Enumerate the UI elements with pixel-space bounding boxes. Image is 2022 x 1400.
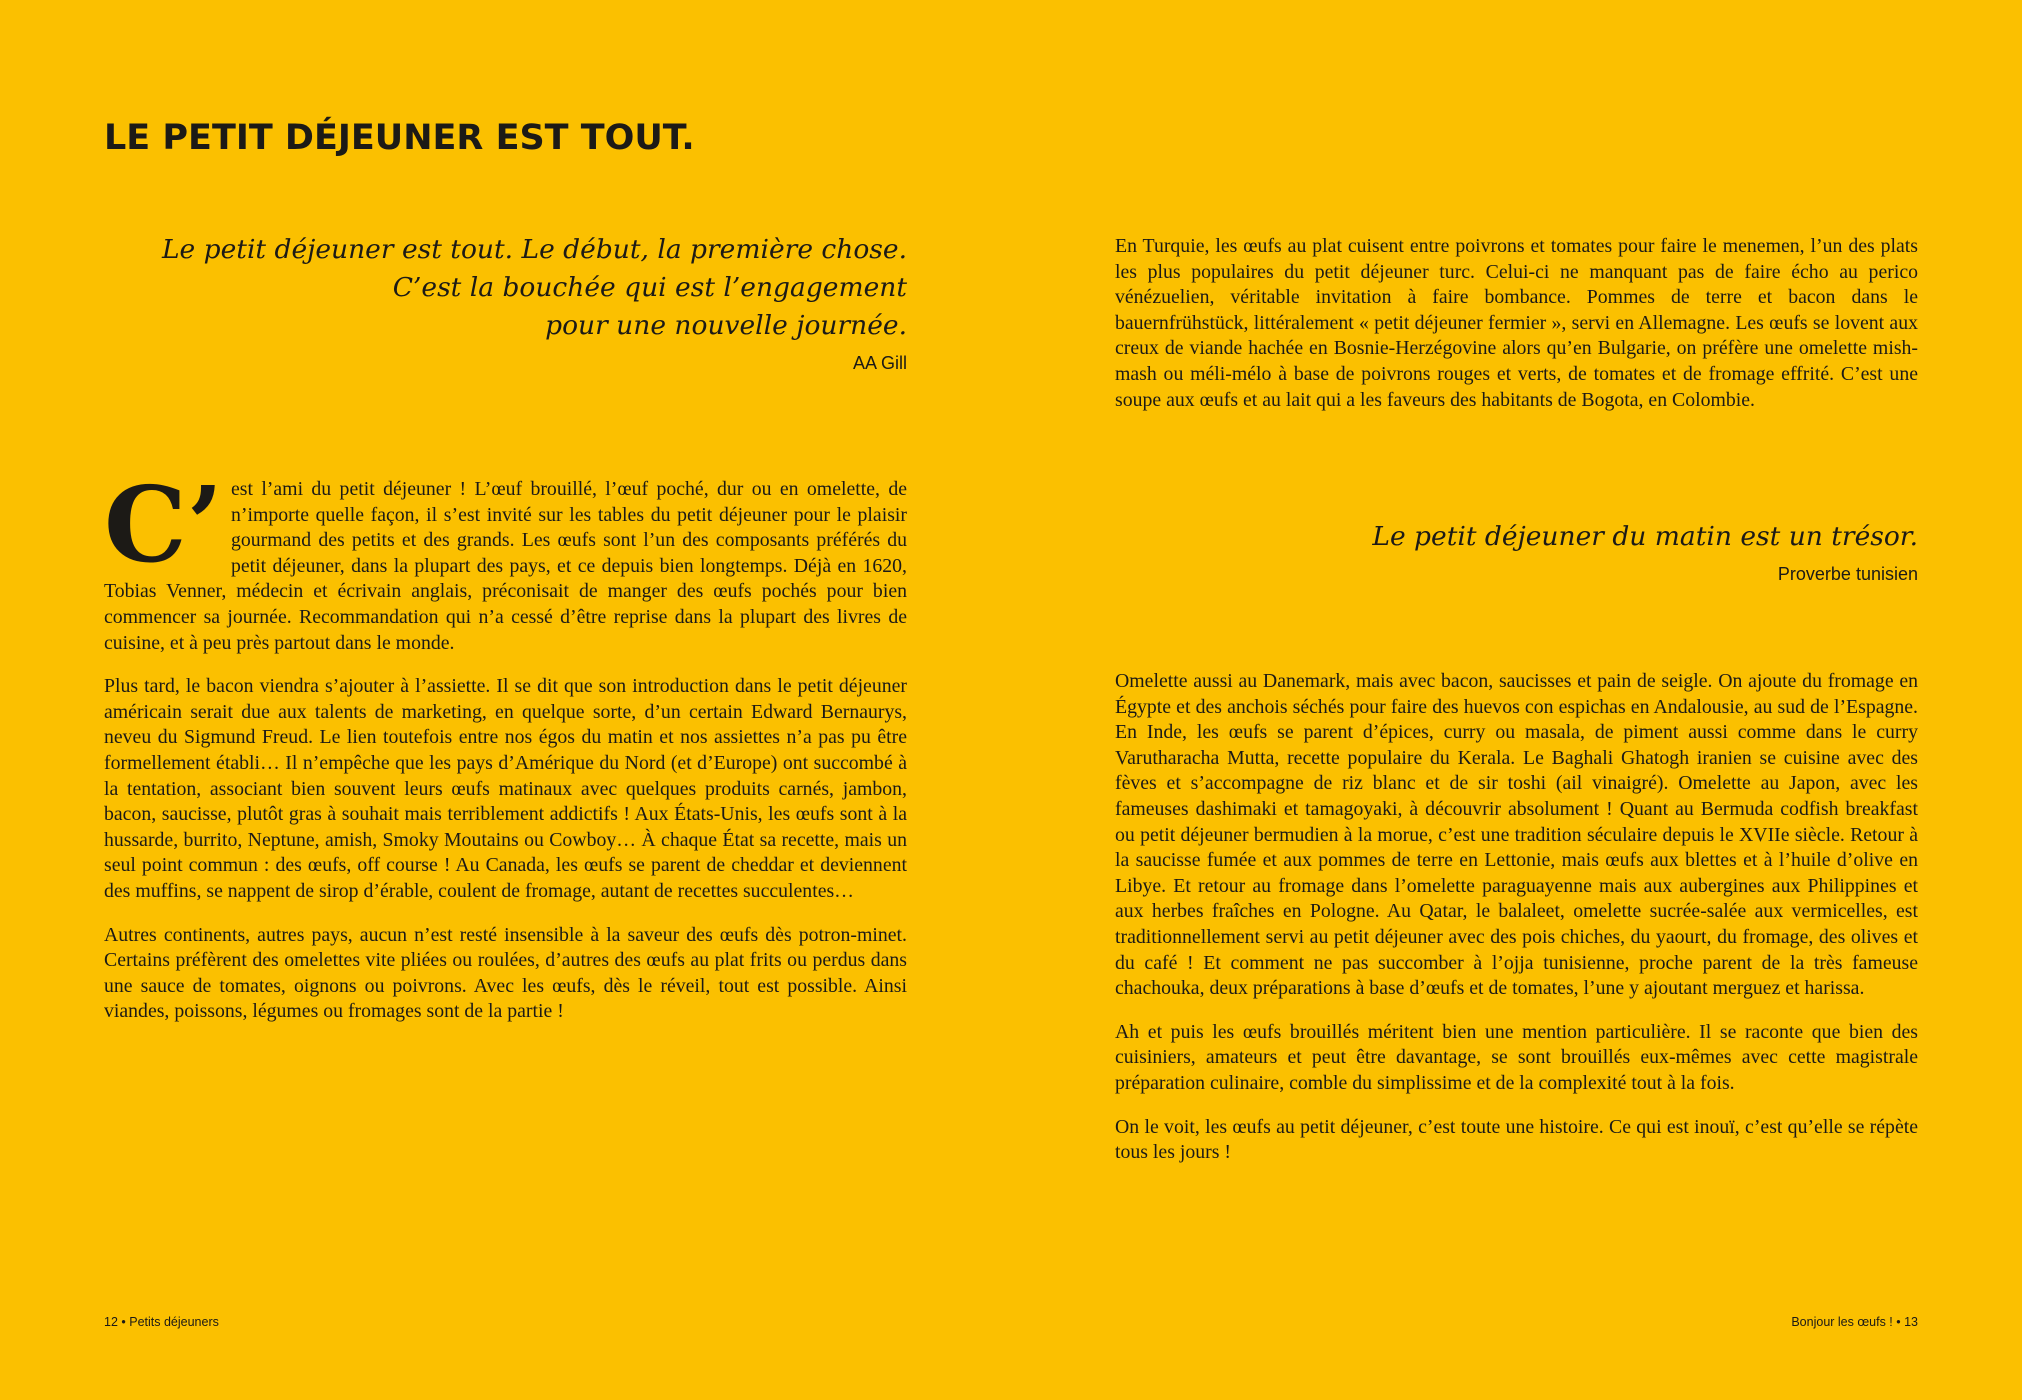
page-title: LE PETIT DÉJEUNER EST TOUT.: [104, 118, 695, 158]
right-page: [1011, 0, 2022, 1400]
epigraph-quote: [162, 231, 907, 374]
proverb-quote: [1372, 518, 1918, 585]
epigraph-line: pour une nouvelle journée.: [545, 310, 907, 341]
epigraph-line: C’est la bouchée qui est l’engagement: [392, 272, 907, 303]
right-body-text-bottom: [1115, 669, 1918, 1184]
paragraph: Autres continents, autres pays, aucun n’est resté insensible à la saveur des œufs dès potron-minet. Certains préfèrent des omelettes vite pliées ou roulées, d’autres des œufs au plat frits ou perdus dans une sauce de tomates, oignons ou poivrons. Avec les œufs, dès le réveil, tout est possible. Ainsi viandes, poissons, légumes ou fromages sont de la partie !: [104, 923, 907, 1023]
paragraph: Omelette aussi au Danemark, mais avec bacon, saucisses et pain de seigle. On ajoute du fromage en Égypte et des anchois séchés pour faire des huevos con espichas en Andalousie, au sud de l’Espagne. En Inde, les œufs se parent d’épices, curry ou masala, de piment aussi comme dans le curry Varutharacha Mutta, recette populaire du Kerala. Le Baghali Ghatogh iranien se cuisine avec des fèves et s’accompagne de riz blanc et de sir toshi (ail vinaigré). Omelette au Japon, avec les fameuses dashimaki et tamagoyaki, à découvrir absolument ! Quant au Bermuda codfish breakfast ou petit déjeuner bermudien à la morue, c’est une tradition séculaire depuis le XVIIe siècle. Retour à la saucisse fumée et aux pommes de terre en Lettonie, mais œufs aux blettes et à l’huile d’olive en Libye. Et retour au fromage dans l’omelette paraguayenne mais aux aubergines aux Philippines et aux herbes fraîches en Pologne. Au Qatar, le balaleet, omelette sucrée-salée aux vermicelles, est traditionnellement servi au petit déjeuner avec des pois chiches, du yaourt, du fromage, des olives et du café ! Et comment ne pas succomber à l’ojja tunisienne, proche parent de la très fameuse chachouka, deux préparations à base d’œufs et de tomates, l’une y ajoutant merguez et harissa.: [1115, 670, 1918, 1000]
page-footer-right: Bonjour les œufs ! • 13: [1791, 1315, 1918, 1329]
epigraph-author: AA Gill: [852, 353, 907, 373]
paragraph: En Turquie, les œufs au plat cuisent entre poivrons et tomates pour faire le menemen, l’un des plats les plus populaires du petit déjeuner turc. Celui-ci ne manquant pas de faire écho au perico vénézuelien, véritable invitation à faire bombance. Pommes de terre et bacon dans le bauernfrühstück, littéralement « petit déjeuner fermier », servi en Allemagne. Les œufs se lovent aux creux de viande hachée en Bosnie-Herzégovine alors qu’en Bulgarie, on préfère une omelette mish-mash ou méli-mélo à base de poivrons rouges et verts, de tomates et de fromage effrité. C’est une soupe aux œufs et au lait qui a les faveurs des habitants de Bogota, en Colombie.: [1115, 235, 1918, 411]
right-body-text-top: [1115, 234, 1918, 431]
epigraph-line: Le petit déjeuner est tout. Le début, la première chose.: [161, 234, 907, 265]
paragraph: Ah et puis les œufs brouillés méritent bien une mention particulière. Il se raconte que bien des cuisiniers, amateurs et peut être davantage, se sont brouillés eux-mêmes avec cette magistrale préparation culinaire, comble du simplissime et de la complexité tout à la fois.: [1115, 1020, 1918, 1094]
paragraph: Plus tard, le bacon viendra s’ajouter à l’assiette. Il se dit que son introduction dans le petit déjeuner américain serait due aux talents de marketing, en quelque sorte, d’un certain Edward Bernaurys, neveu du Sigmund Freud. Le lien toutefois entre nos égos du matin et nos assiettes n’a pas pu être formellement établi… Il n’empêche que les pays d’Amérique du Nord (et d’Europe) ont succombé à la tentation, associant bien souvent leurs œufs matinaux avec quelques produits carnés, jambon, bacon, saucisse, plutôt gras à souhait mais terriblement addictifs ! Aux États-Unis, les œufs sont à la hussarde, burrito, Neptune, amish, Smoky Moutains ou Cowboy… À chaque État sa recette, mais un seul point commun : des œufs, off course ! Au Canada, les œufs se parent de cheddar et deviennent des muffins, se nappent de sirop d’érable, coulent de fromage, autant de recettes succulentes…: [104, 675, 907, 902]
left-body-text: [104, 463, 907, 1043]
proverb-author: Proverbe tunisien: [1777, 564, 1918, 584]
page-footer-left: 12 • Petits déjeuners: [104, 1315, 219, 1329]
drop-cap: C’: [104, 463, 223, 586]
paragraph: On le voit, les œufs au petit déjeuner, c’est toute une histoire. Ce qui est inouï, c’est qu’elle se répète tous les jours !: [1115, 1115, 1918, 1164]
epigraph-text: [162, 231, 907, 345]
proverb-text: Le petit déjeuner du matin est un trésor.: [1372, 521, 1918, 552]
paragraph: [104, 463, 907, 656]
paragraph-text: est l’ami du petit déjeuner ! L’œuf brouillé, l’œuf poché, dur ou en omelette, de n’importe quelle façon, il s’est invité sur les tables du petit déjeuner pour le plaisir gourmand des petits et des grands. Les œufs sont l’un des composants préférés du petit déjeuner, dans la plupart des pays, et ce depuis bien longtemps. Déjà en 1620, Tobias Venner, médecin et écrivain anglais, préconisait de manger des œufs pochés pour bien commencer sa journée. Recommandation qui n’a cessé d’être reprise dans la plupart des livres de cuisine, et à peu près partout dans le monde.: [104, 478, 907, 654]
